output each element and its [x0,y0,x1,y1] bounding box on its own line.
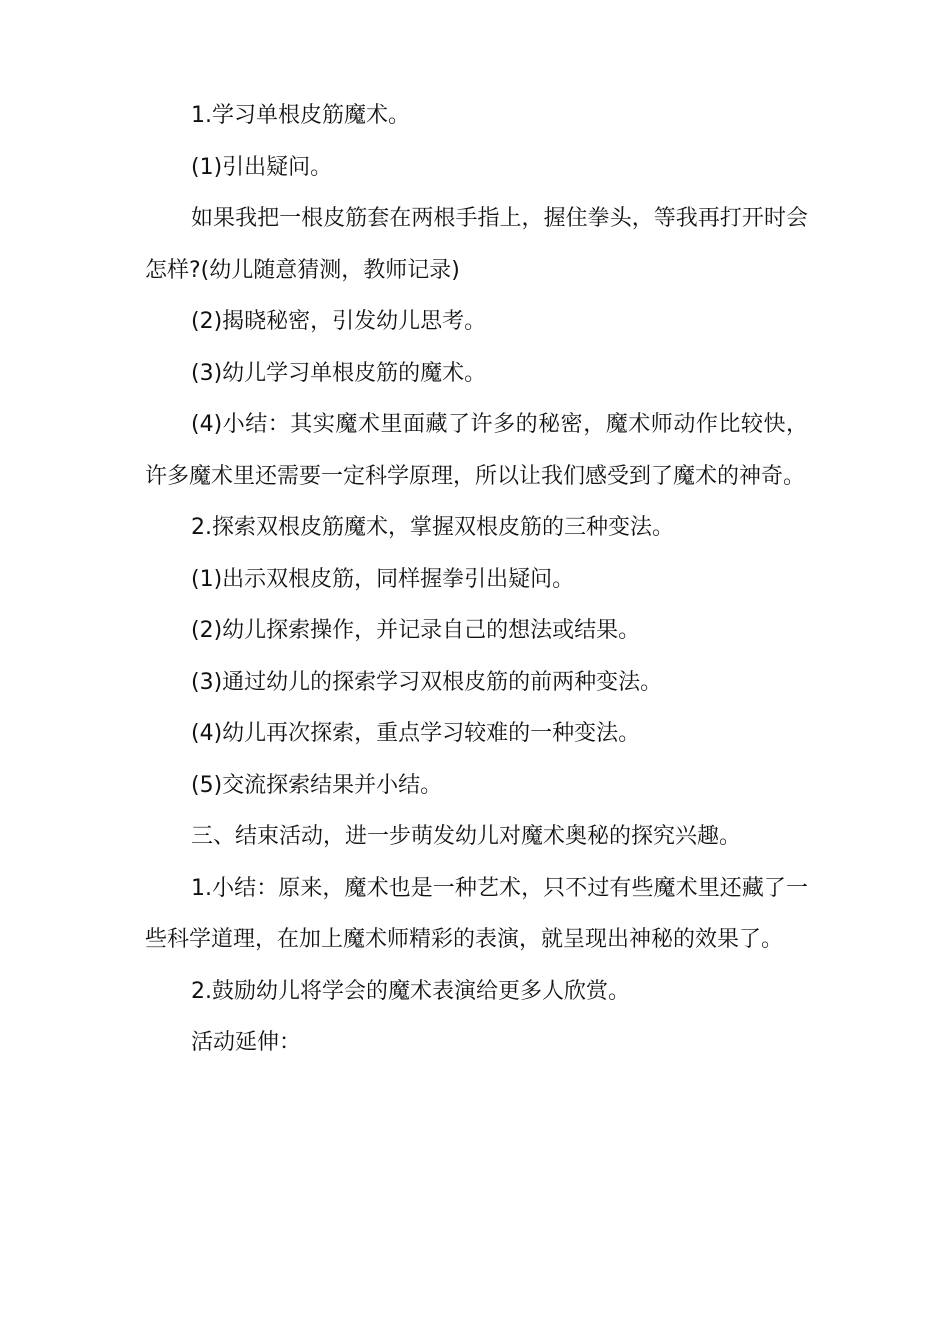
paragraph-summary-2: 1.小结：原来，魔术也是一种艺术，只不过有些魔术里还藏了一些科学道理，在加上魔术师精彩的表演，就呈现出神秘的效果了。 [145,875,808,952]
paragraph-step-2-heading: 2.探索双根皮筋魔术，掌握双根皮筋的三种变法。 [191,515,674,540]
paragraph-exchange-results: (5)交流探索结果并小结。 [191,772,443,798]
paragraph-reveal-secret: (2)揭晓秘密，引发幼儿思考。 [191,309,487,334]
paragraph-raise-question: (1)引出疑问。 [191,154,333,180]
document-body [145,90,808,1069]
paragraph-learn-single: (3)幼儿学习单根皮筋的魔术。 [191,360,487,386]
paragraph-explore-record: (2)幼儿探索操作，并记录自己的想法或结果。 [191,618,641,643]
paragraph-summary-1: (4)小结：其实魔术里面藏了许多的秘密，魔术师动作比较快，许多魔术里还需要一定科学原理，所以让我们感受到了魔术的神奇。 [145,412,808,489]
paragraph-explore-again: (4)幼儿再次探索，重点学习较难的一种变法。 [191,721,641,746]
paragraph-step-1-heading: 1.学习单根皮筋魔术。 [191,103,410,128]
paragraph-section-3-heading: 三、结束活动，进一步萌发幼儿对魔术奥秘的探究兴趣。 [191,824,742,849]
paragraph-show-double: (1)出示双根皮筋，同样握拳引出疑问。 [191,566,575,592]
paragraph-extension-heading: 活动延伸： [191,1030,302,1055]
paragraph-question-detail: 如果我把一根皮筋套在两根手指上，握住拳头，等我再打开时会怎样?(幼儿随意猜测，教师记录) [145,206,808,283]
paragraph-learn-two-methods: (3)通过幼儿的探索学习双根皮筋的前两种变法。 [191,669,663,695]
paragraph-encourage: 2.鼓励幼儿将学会的魔术表演给更多人欣赏。 [191,978,630,1004]
